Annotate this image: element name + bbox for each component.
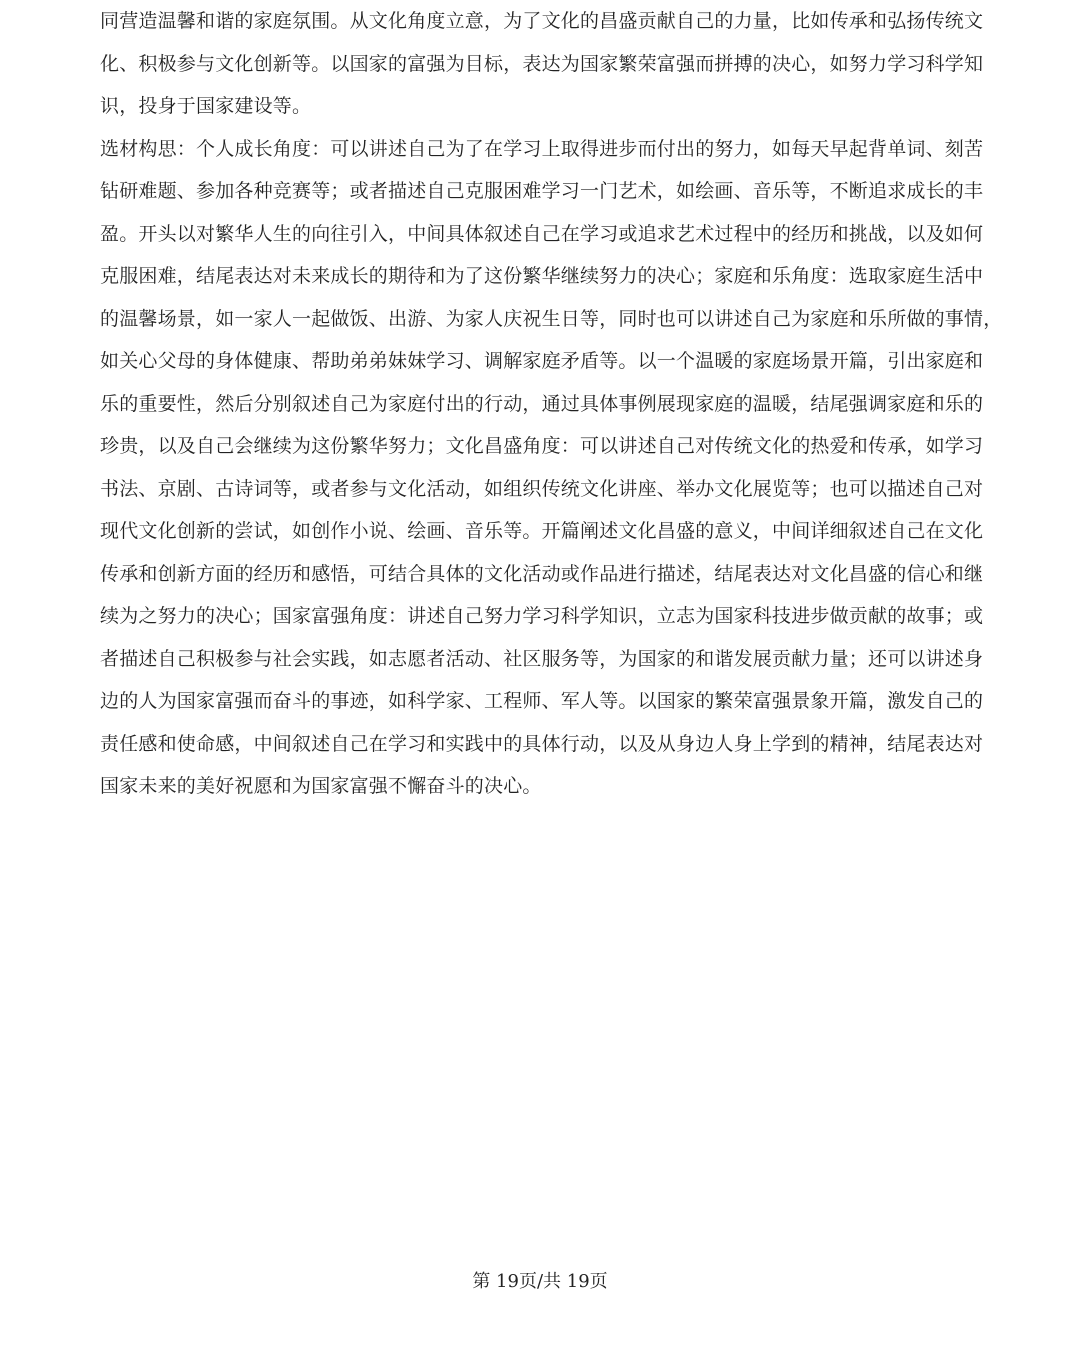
text-line: 责任感和使命感，中间叙述自己在学习和实践中的具体行动，以及从身边人身上学到的精神，结尾表达对	[100, 732, 984, 755]
text-line: 边的人为国家富强而奋斗的事迹，如科学家、工程师、军人等。以国家的繁荣富强景象开篇，激发自己的	[100, 690, 984, 712]
text-line: 书法、京剧、古诗词等，或者参与文化活动，如组织传统文化讲座、举办文化展览等；也可以描述自己对	[100, 477, 984, 500]
text-line: 的温馨场景，如一家人一起做饭、出游、为家人庆祝生日等，同时也可以讲述自己为家庭和乐所做的事情，	[100, 307, 1003, 330]
text-line: 化、积极参与文化创新等。以国家的富强为目标，表达为国家繁荣富强而拼搏的决心，如努力学习科学知	[100, 52, 984, 75]
body-text	[100, 0, 1003, 808]
text-line: 克服困难，结尾表达对未来成长的期待和为了这份繁华继续努力的决心；家庭和乐角度：选取家庭生活中	[100, 265, 984, 287]
text-line: 乐的重要性，然后分别叙述自己为家庭付出的行动，通过具体事例展现家庭的温暖，结尾强调家庭和乐的	[100, 392, 984, 415]
text-line: 识，投身于国家建设等。	[100, 95, 312, 117]
text-line: 者描述自己积极参与社会实践，如志愿者活动、社区服务等，为国家的和谐发展贡献力量；还可以讲述身	[100, 647, 984, 670]
text-line: 如关心父母的身体健康、帮助弟弟妹妹学习、调解家庭矛盾等。以一个温暖的家庭场景开篇，引出家庭和	[100, 350, 984, 372]
text-line: 选材构思：个人成长角度：可以讲述自己为了在学习上取得进步而付出的努力，如每天早起背单词、刻苦	[100, 137, 984, 160]
text-line: 现代文化创新的尝试，如创作小说、绘画、音乐等。开篇阐述文化昌盛的意义，中间详细叙述自己在文化	[100, 520, 984, 542]
text-line: 同营造温馨和谐的家庭氛围。从文化角度立意，为了文化的昌盛贡献自己的力量，比如传承和弘扬传统文	[100, 10, 984, 32]
text-line: 钻研难题、参加各种竞赛等；或者描述自己克服困难学习一门艺术，如绘画、音乐等，不断追求成长的丰	[100, 180, 984, 202]
page-number-footer: 第 19页/共 19页	[472, 1271, 608, 1292]
text-line: 续为之努力的决心；国家富强角度：讲述自己努力学习科学知识，立志为国家科技进步做贡献的故事；或	[100, 605, 984, 627]
text-line: 传承和创新方面的经历和感悟，可结合具体的文化活动或作品进行描述，结尾表达对文化昌盛的信心和继	[100, 562, 984, 585]
text-line: 盈。开头以对繁华人生的向往引入，中间具体叙述自己在学习或追求艺术过程中的经历和挑战，以及如何	[100, 222, 984, 245]
text-line: 珍贵，以及自己会继续为这份繁华努力；文化昌盛角度：可以讲述自己对传统文化的热爱和传承，如学习	[100, 435, 984, 457]
text-line: 国家未来的美好祝愿和为国家富强不懈奋斗的决心。	[100, 775, 542, 797]
